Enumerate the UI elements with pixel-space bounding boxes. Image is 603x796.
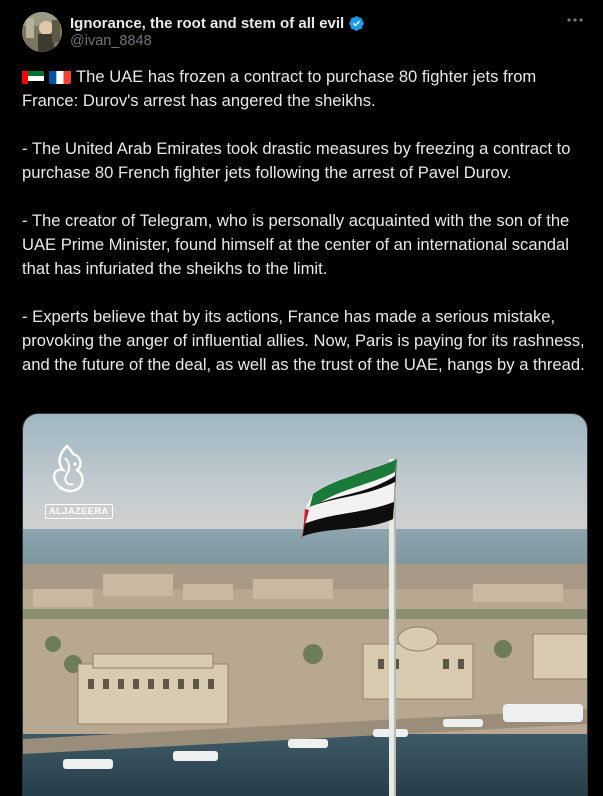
aljazeera-logo xyxy=(45,444,109,519)
video-thumbnail[interactable] xyxy=(22,413,588,796)
aljazeera-emblem-icon xyxy=(45,444,89,500)
more-options-icon xyxy=(567,18,583,22)
tweet-paragraph: - The United Arab Emirates took drastic measures by freezing a contract to purchase 80 French fighter jets following the arrest of Pavel Durov. xyxy=(22,139,571,182)
tweet-paragraph: - The creator of Telegram, who is personally acquainted with the son of the UAE Prime Minister, found himself at the center of an international scandal that has infuriated the sheikhs to the limit. xyxy=(22,211,570,278)
tweet-headline-paragraph xyxy=(22,65,592,113)
author-name-row[interactable] xyxy=(70,13,365,33)
tweet-headline: The UAE has frozen a contract to purchase 80 fighter jets from France: Durov's arrest has angered the sheikhs. xyxy=(22,67,537,110)
tweet-paragraph: - Experts believe that by its actions, France has made a serious mistake, provoking the anger of influential allies. Now, Paris is paying for its rashness, and the future of the deal, as well as the trust of the UAE, hangs by a thread. xyxy=(22,307,585,374)
aljazeera-watermark-label: ALJAZEERA xyxy=(45,504,113,519)
tweet-text xyxy=(22,65,592,377)
author-handle[interactable]: @ivan_8848 xyxy=(70,33,152,49)
avatar-image xyxy=(22,12,62,52)
more-options-button[interactable] xyxy=(565,10,585,30)
author-display-name[interactable]: Ignorance, the root and stem of all evil xyxy=(70,14,345,32)
avatar[interactable] xyxy=(22,12,62,52)
verified-badge-icon xyxy=(348,15,365,32)
france-flag-icon xyxy=(49,69,71,84)
uae-flag-icon xyxy=(22,69,44,84)
